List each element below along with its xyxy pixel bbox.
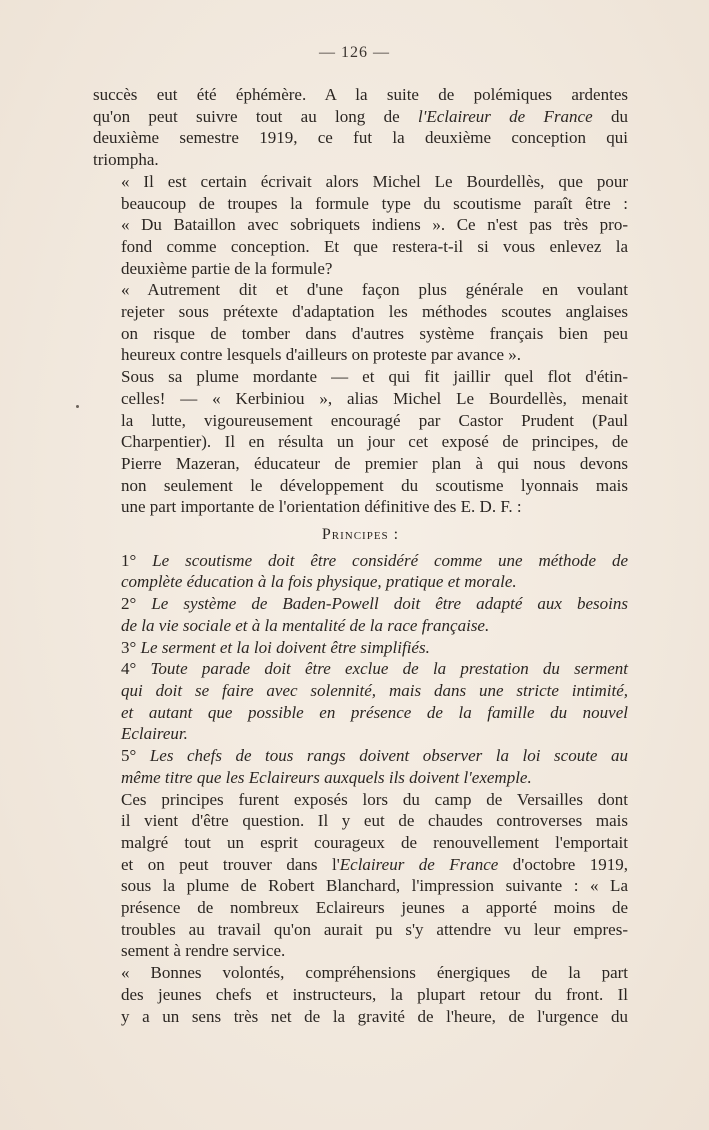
paragraph-5	[93, 789, 628, 963]
section-heading: Principes :	[321, 526, 400, 544]
principle-4	[93, 658, 628, 745]
text-line: deuxième semestre 1919, ce fut la deuxième conception qui	[93, 128, 628, 148]
text-span: Les chefs de tous rangs doivent observer la loi scoute au	[136, 746, 628, 766]
principle-number: 5°	[121, 746, 137, 766]
principle-2	[93, 593, 628, 636]
text-line: « Autrement dit et d'une façon plus générale en voulant	[121, 280, 628, 300]
text-line: « Il est certain écrivait alors Michel Le Bourdellès, que pour	[121, 171, 628, 191]
text-line: Ces principes furent exposés lors du camp de Versailles dont	[121, 789, 628, 809]
principle-number: 2°	[121, 594, 137, 614]
text-span: Le scoutisme doit être considéré comme une méthode de	[136, 550, 628, 570]
text-span: qu'on peut suivre tout au long de	[93, 106, 418, 126]
text-line	[93, 106, 628, 128]
principle-5	[93, 745, 628, 788]
text-line	[93, 593, 628, 615]
text-span: et on peut trouver dans l'	[121, 854, 340, 874]
text-line: présence de nombreux Eclaireurs jeunes a apporté moins de	[121, 898, 628, 918]
journal-title: Eclaireur de France	[339, 854, 499, 874]
text-line: même titre que les Eclaireurs auxquels ils doivent l'exemple.	[121, 767, 532, 787]
principle-number: 1°	[121, 550, 137, 570]
text-line	[93, 745, 628, 767]
text-line: des jeunes chefs et instructeurs, la plupart retour du front. Il	[121, 984, 628, 1004]
text-line: « Du Bataillon avec sobriquets indiens ». Ce n'est pas très pro-	[121, 215, 628, 235]
text-line: et autant que possible en présence de la famille du nouvel	[121, 702, 628, 722]
text-line: triompha.	[93, 150, 159, 170]
text-line: la lutte, vigoureusement encouragé par Castor Prudent (Paul	[121, 410, 628, 430]
text-line: heureux contre lesquels d'ailleurs on proteste par avance ».	[121, 345, 522, 365]
text-line	[93, 854, 628, 876]
body-text	[93, 84, 628, 1027]
text-span: d'octobre 1919,	[498, 854, 628, 874]
text-line: de la vie sociale et à la mentalité de la race française.	[121, 615, 490, 635]
principle-number: 4°	[121, 659, 137, 679]
text-line: Pierre Mazeran, éducateur de premier plan à qui nous devons	[121, 453, 628, 473]
text-line: fond comme conception. Et que restera-t-il si vous enlevez la	[121, 236, 628, 256]
paragraph-1	[93, 84, 628, 171]
page-number: — 126 —	[319, 44, 390, 61]
text-line: beaucoup de troupes la formule type du scoutisme paraît être :	[121, 193, 628, 213]
text-line: « Bonnes volontés, compréhensions énergiques de la part	[121, 963, 628, 983]
principle-3	[93, 637, 628, 659]
principle-1	[93, 550, 628, 593]
text-line: rejeter sous prétexte d'adaptation les méthodes scoutes anglaises	[121, 302, 628, 322]
text-line: Eclaireur.	[121, 724, 188, 744]
text-line: Sous sa plume mordante — et qui fit jaillir quel flot d'étin-	[121, 367, 628, 387]
paragraph-6	[93, 962, 628, 1027]
text-span: Le serment et la loi doivent être simplifiés.	[136, 637, 430, 657]
text-line: deuxième partie de la formule?	[121, 258, 333, 278]
text-line: succès eut été éphémère. A la suite de polémiques ardentes	[93, 85, 628, 104]
text-line: complète éducation à la fois physique, pratique et morale.	[121, 572, 517, 592]
text-line: Charpentier). Il en résulta un jour cet exposé de principes, de	[121, 432, 628, 452]
text-line: troubles au travail qu'on aurait pu s'y attendre vu leur empres-	[121, 919, 628, 939]
text-line: qui doit se faire avec solennité, mais dans une stricte intimité,	[121, 680, 628, 700]
text-line	[93, 658, 628, 680]
text-line: non seulement le développement du scoutisme lyonnais mais	[121, 475, 628, 495]
text-line: il vient d'être question. Il y eut de chaudes controverses mais	[121, 811, 628, 831]
text-line	[93, 637, 628, 659]
text-line: sous la plume de Robert Blanchard, l'impression suivante : « La	[121, 876, 628, 896]
paragraph-3	[93, 279, 628, 366]
text-span: du	[592, 106, 628, 126]
text-line: y a un sens très net de la gravité de l'heure, de l'urgence du	[121, 1006, 628, 1026]
journal-title: l'Eclaireur de France	[417, 106, 593, 126]
text-line: malgré tout un esprit courageux de renouvellement l'emportait	[121, 832, 628, 852]
text-line: une part importante de l'orientation définitive des E. D. F. :	[121, 497, 522, 517]
paragraph-2	[93, 171, 628, 280]
text-line	[93, 550, 628, 572]
text-span: Le système de Baden-Powell doit être adapté aux besoins	[136, 594, 628, 614]
text-line: on risque de tomber dans d'autres système français bien peu	[121, 323, 628, 343]
text-span: Toute parade doit être exclue de la prestation du serment	[136, 659, 628, 679]
margin-mark	[76, 405, 79, 408]
paragraph-4	[93, 366, 628, 518]
text-line: sement à rendre service.	[121, 941, 286, 961]
principle-number: 3°	[121, 637, 137, 657]
text-line: celles! — « Kerbiniou », alias Michel Le Bourdellès, menait	[121, 388, 628, 408]
